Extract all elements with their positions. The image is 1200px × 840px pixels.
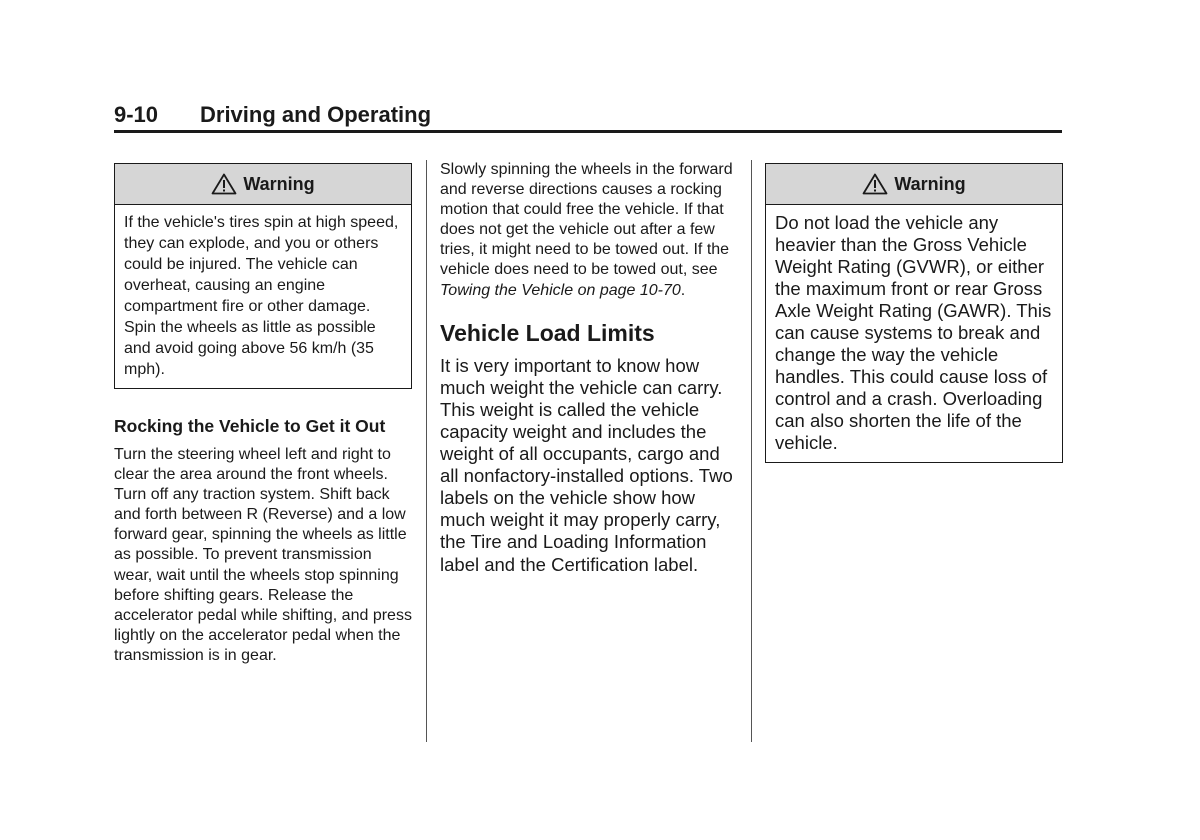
page-number: 9-10: [114, 102, 159, 127]
paragraph: [440, 160, 738, 301]
paragraph-end: .: [680, 281, 686, 299]
column-divider: [751, 160, 752, 742]
page-header: [114, 100, 1062, 133]
section-title: Driving and Operating: [200, 102, 432, 127]
paragraph-text: Slowly spinning the wheels in the forward and reverse directions causes a rocking motion that could free the vehicle. If that does not get the vehicle out after a few tries, it might need to be towed out. If the vehicle does need to be towed out, see: [440, 161, 733, 279]
warning-header: [766, 164, 1062, 205]
warning-triangle-icon: [862, 173, 888, 195]
warning-text: Do not load the vehicle any heavier than the Gross Vehicle Weight Rating (GVWR), or either the maximum front or rear Gross Axle Weight Rating (GAWR). This can cause systems to break and change the way the vehicle handles. This could cause loss of control and a crash. Overloading can also shorten the life of the vehicle.: [775, 212, 1052, 453]
warning-box: [765, 163, 1063, 463]
warning-title: Warning: [894, 173, 966, 194]
warning-box: [114, 163, 412, 389]
warning-text: If the vehicle's tires spin at high speed, they can explode, and you or others could be injured. The vehicle can overheat, causing an engine compartment fire or other damage. Spin the wheels as little as possible and avoid going above 56 km/h (35 mph).: [124, 214, 399, 378]
right-column: [765, 160, 1063, 463]
subheading: Rocking the Vehicle to Get it Out: [114, 416, 386, 436]
middle-column: [440, 160, 738, 576]
column-divider: [426, 160, 427, 742]
paragraph: It is very important to know how much weight the vehicle can carry. This weight is called the vehicle capacity weight and includes the weight of all occupants, cargo and all nonfactory-installed options. Two labels on the vehicle show how much weight it may properly carry, the Tire and Loading Information label and the Certification label.: [440, 354, 733, 575]
left-column: [114, 160, 412, 666]
warning-triangle-icon: [211, 173, 237, 195]
warning-title: Warning: [243, 173, 315, 194]
section-heading: Vehicle Load Limits: [440, 319, 655, 346]
cross-reference-link[interactable]: Towing the Vehicle on page 10-70: [440, 281, 681, 299]
paragraph: Turn the steering wheel left and right to clear the area around the front wheels. Turn off any traction system. Shift back and forth between R (Reverse) and a low forward gear, spinning the wheels as little as possible. To prevent transmission wear, wait until the wheels stop spinning before shifting gears. Release the accelerator pedal while shifting, and press lightly on the accelerator pedal when the transmission is in gear.: [114, 446, 412, 664]
warning-header: [115, 164, 411, 205]
